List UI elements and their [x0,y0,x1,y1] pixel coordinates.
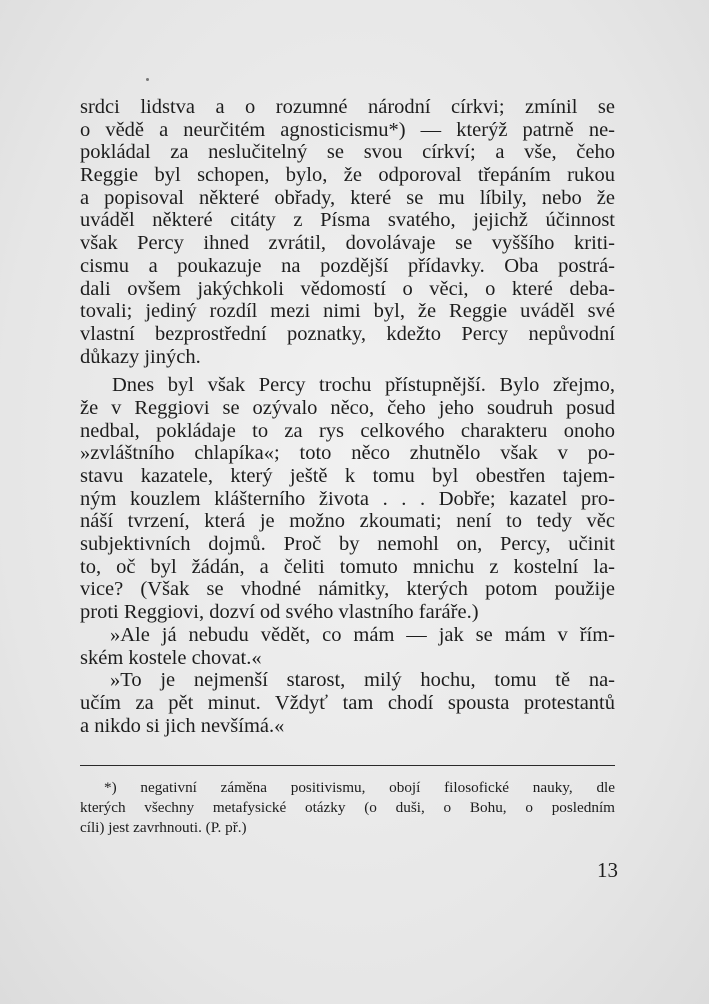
text-line: subjektivních dojmů. Proč by nemohl on, Percy, učinit [80,533,615,556]
text-line: dali ovšem jakýchkoli vědomostí o věci, o které deba- [80,277,615,300]
text-line: Reggie byl schopen, bylo, že odporoval třepáním rukou [80,164,615,187]
text-line: že v Reggiovi se ozývalo něco, čeho jeho soudruh posud [80,396,615,419]
text-line: »Ale já nebudu vědět, co mám — jak se mám v řím- [110,623,615,646]
text-line: ným kouzlem klášterního života . . . Dobře; kazatel pro- [80,487,615,510]
text-line: uváděl některé citáty z Písma svatého, jejichž účinnost [80,209,615,232]
text-line: to, oč byl žádán, a čeliti tomuto mnichu z kostelní la- [80,555,615,578]
text-line: vice? (Však se vhodné námitky, kterých potom použije [80,578,615,601]
text-line: však Percy ihned zvrátil, dovolávaje se vyššího kriti- [80,232,615,255]
text-line: nedbal, pokládaje to za rys celkového charakteru onoho [80,419,615,442]
text-line: náší tvrzení, která je možno zkoumati; není to tedy věc [80,510,615,533]
footnote [80,778,615,839]
text-line: o vědě a neurčitém agnosticismu*) — kterýž patrně ne- [80,118,615,141]
text-line: »zvláštního chlapíka«; toto něco zhutnělo však v po- [80,442,615,465]
text-line: a popisoval některé obřady, které se mu líbily, nebo že [80,186,615,209]
paper-speck [146,78,149,81]
text-line: tovali; jediný rozdíl mezi nimi byl, že Reggie uváděl své [80,300,615,323]
text-line: proti Reggiovi, dozví od svého vlastního faráře.) [80,601,479,624]
main-text [80,96,615,737]
text-line: důkazy jiných. [80,345,201,368]
text-line: »To je nejmenší starost, milý hochu, tomu tě na- [110,669,615,692]
text-line: stavu kazatele, který ještě k tomu byl obestřen tajem- [80,465,615,487]
text-line: srdci lidstva a o rozumné národní církvi; zmínil se [80,96,615,118]
footnote-divider [80,765,615,766]
text-line: Dnes byl však Percy trochu přístupnější. Bylo zřejmo, [112,374,615,397]
text-line: ském kostele chovat.« [80,646,262,669]
text-line: cismu a poukazuje na pozdější přídavky. Oba postrá- [80,254,615,277]
text-line: vlastní bezprostřední poznatky, kdežto Percy nepůvodní [80,322,615,345]
page-number: 13 [597,858,618,882]
footnote-line: cíli) jest zavrhnouti. (P. př.) [80,819,247,837]
text-line: pokládal za neslučitelný se svou církví; a vše, čeho [80,141,615,164]
text-line: a nikdo si jich nevšímá.« [80,714,285,737]
footnote-line: kterých všechny metafysické otázky (o duši, o Bohu, o posledním [80,799,615,817]
text-line: učím za pět minut. Vždyť tam chodí spousta protestantů [80,691,615,714]
footnote-line: *) negativní záměna positivismu, obojí filosofické nauky, dle [104,779,615,796]
